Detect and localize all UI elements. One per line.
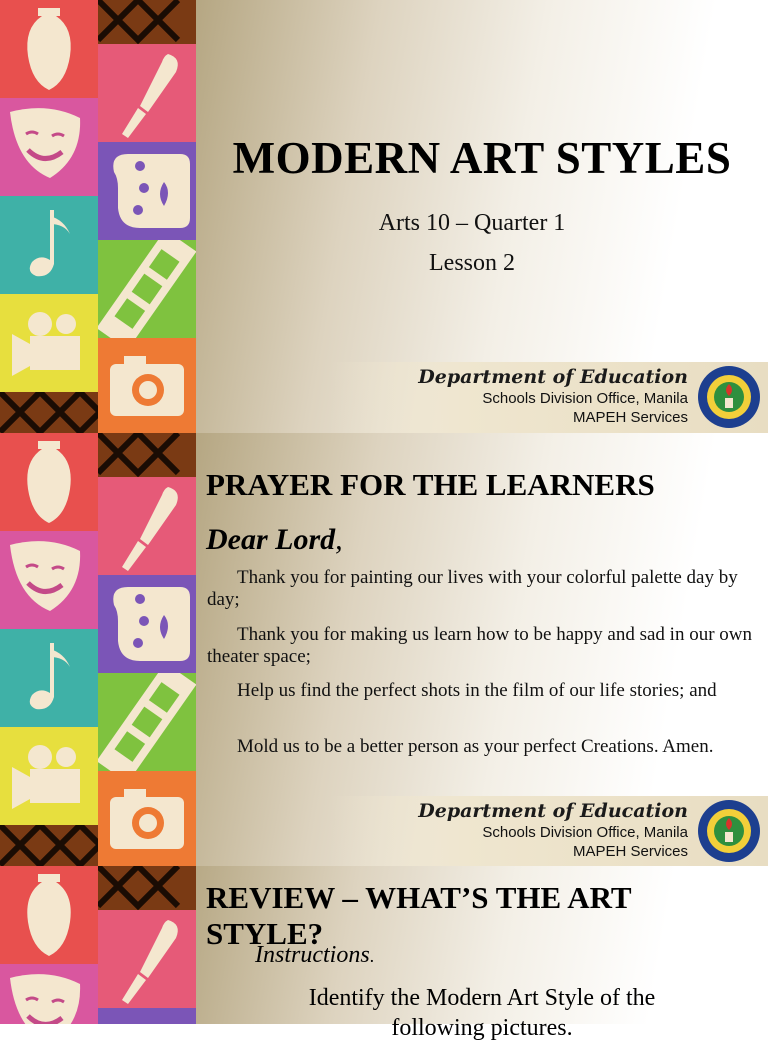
theater-mask-icon [0,964,98,1024]
prayer-paragraph [207,736,757,758]
subtitle-course: Arts 10 – Quarter 1 [378,210,566,236]
page-title: MODERN ART STYLES [232,133,732,183]
camera-icon [98,771,196,866]
prayer-heading: PRAYER FOR THE LEARNERS [206,467,655,502]
vase-icon [0,433,98,531]
instructions-line-2: following pictures. [391,1015,573,1041]
vase-icon [0,866,98,964]
video-camera-icon [0,294,98,392]
deped-service: MAPEH Services [572,843,688,860]
subtitle-lesson: Lesson 2 [429,250,515,276]
decorative-icon-strip [0,866,196,1024]
prayer-line-2: Thank you for making us learn how to be happy and sad in our own theater space; [207,624,753,667]
vase-icon [0,0,98,98]
tribal-pattern-icon [0,392,98,433]
theater-mask-icon [0,531,98,629]
video-camera-icon [0,727,98,825]
music-note-icon [0,196,98,294]
film-strip-icon [98,240,196,338]
review-heading-line-2: STYLE? [206,916,324,951]
deped-name: Department of Education [418,800,688,822]
deped-service: MAPEH Services [572,409,688,426]
deped-office: Schools Division Office, Manila [482,390,688,407]
music-note-icon [0,629,98,727]
film-strip-icon [98,673,196,771]
review-heading-line-1: REVIEW – WHAT’S THE ART [206,880,632,915]
prayer-paragraph [207,680,757,702]
tribal-pattern-icon [0,825,98,866]
instructions-line-1: Identify the Modern Art Style of the [308,985,656,1011]
prayer-paragraph [207,567,757,611]
paintbrush-icon [98,910,196,1008]
instructions-text: Instructions [255,942,370,968]
paintbrush-icon [98,44,196,142]
salutation-comma: , [335,523,343,556]
division-seal-icon [696,364,762,430]
salutation-text: Dear Lord [206,523,336,556]
prayer-paragraph [207,624,757,668]
palette-icon [98,1008,196,1024]
deped-name: Department of Education [418,366,688,388]
palette-icon [98,142,196,240]
prayer-line-1: Thank you for painting our lives with your colorful palette day by day; [207,567,738,610]
decorative-icon-strip [0,433,196,866]
instructions-body [196,983,768,1043]
prayer-line-4: Mold us to be a better person as your perfect Creations. Amen. [237,736,714,757]
camera-icon [98,338,196,433]
prayer-line-3: Help us find the perfect shots in the film of our life stories; and [237,680,717,701]
prayer-salutation [206,523,343,557]
instructions-label [255,942,374,969]
instructions-period: . [369,946,375,966]
decorative-icon-strip [0,0,196,433]
theater-mask-icon [0,98,98,196]
palette-icon [98,575,196,673]
deped-banner [330,796,768,868]
division-seal-icon [696,798,762,864]
paintbrush-icon [98,477,196,575]
deped-office: Schools Division Office, Manila [482,824,688,841]
deped-banner [330,362,768,434]
